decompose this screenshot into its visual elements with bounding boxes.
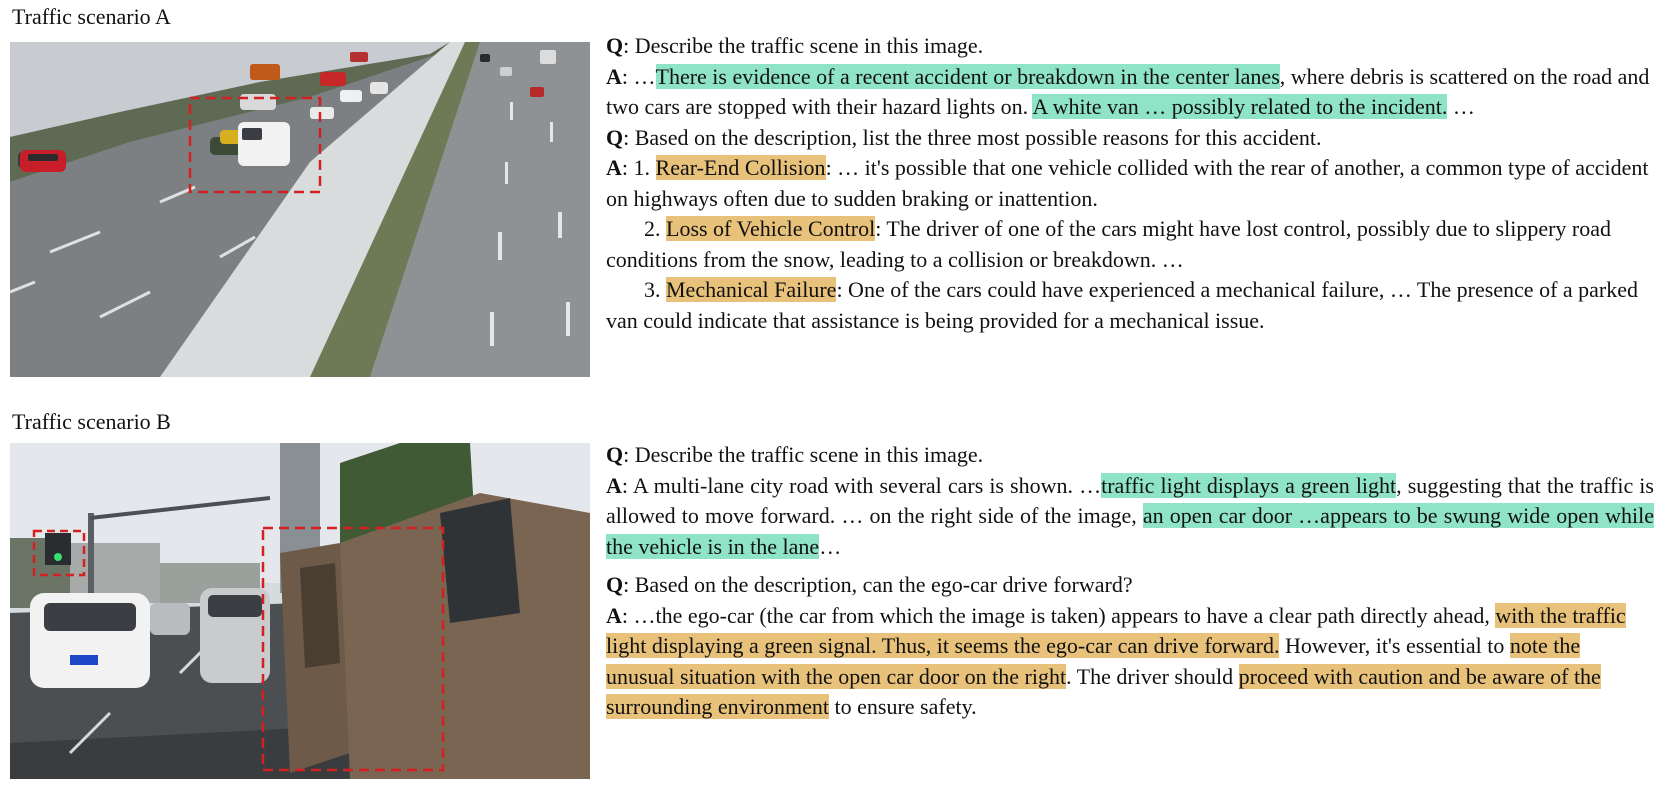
scenario-a-question-1: Q: Describe the traffic scene in this image. [606, 33, 984, 58]
scenario-a-question-2: Q: Based on the description, list the three most possible reasons for this accident. [606, 124, 1322, 150]
highlight-green: traffic light displays a green light [1101, 472, 1397, 498]
highlight-orange: Rear-End Collision [655, 155, 826, 180]
scenario-b-answer-1: A: A multi-lane city road with several cars is shown. …traffic light displays a green light, suggesting that the traffic is allowed to move forward. … on the right side of the image, an open car door …appears to be swung wide open while the vehicle is in the lane… [606, 472, 1654, 559]
scenario-b-title: Traffic scenario B [12, 409, 171, 434]
scenario-a-highway-photo [10, 42, 590, 377]
highlight-orange: Mechanical Failure [666, 277, 837, 302]
highlight-green: A white van … possibly related to the incident. [1032, 94, 1448, 119]
scenario-b-question-1: Q: Describe the traffic scene in this image. [606, 442, 984, 467]
scenario-b-qa [606, 440, 1654, 723]
scenario-a-qa [606, 31, 1654, 336]
scenario-b-city-road-photo [10, 443, 590, 779]
scenario-a-answer-1: A: …There is evidence of a recent accident or breakdown in the center lanes, where debris is scattered on the road and two cars are stopped with their hazard lights on. A white van … possibly related to the incident. … [606, 63, 1650, 119]
highlight-orange: note the unusual situation with the open car door on the right [606, 633, 1581, 689]
highlight-orange: Loss of Vehicle Control [666, 216, 876, 241]
scenario-a-reason-1: A: 1. Rear-End Collision: … it's possible that one vehicle collided with the rear of another, a common type of accident on highways often due to sudden braking or inattention. [606, 155, 1649, 211]
highlight-green: There is evidence of a recent accident or breakdown in the center lanes [655, 63, 1280, 89]
scenario-a-reason-3: 3. Mechanical Failure: One of the cars could have experienced a mechanical failure, … The presence of a parked van could indicate that assistance is being provided for a mechanical issue. [606, 277, 1639, 333]
scenario-b-question-2: Q: Based on the description, can the ego-car drive forward? [606, 572, 1133, 597]
scenario-a-reason-2: 2. Loss of Vehicle Control: The driver of one of the cars might have lost control, possibly due to slippery road conditions from the snow, leading to a collision or breakdown. … [606, 216, 1612, 272]
highlight-orange: with the traffic light displaying a green signal. Thus, it seems the ego-car can drive forward. [606, 602, 1626, 658]
scenario-a-title: Traffic scenario A [12, 4, 171, 29]
scenario-b-answer-2: A: …the ego-car (the car from which the image is taken) appears to have a clear path directly ahead, with the traffic light displaying a green signal. Thus, it seems the ego-car can drive forward. However, it's essential to note the unusual situation with the open car door on the right. The driver should proceed with caution and be aware of the surrounding environment to ensure safety. [606, 602, 1626, 719]
highlight-orange: proceed with caution and be aware of the surrounding environment [606, 663, 1601, 719]
highlight-green: an open car door …appears to be swung wide open while the vehicle is in the lane [606, 503, 1654, 559]
